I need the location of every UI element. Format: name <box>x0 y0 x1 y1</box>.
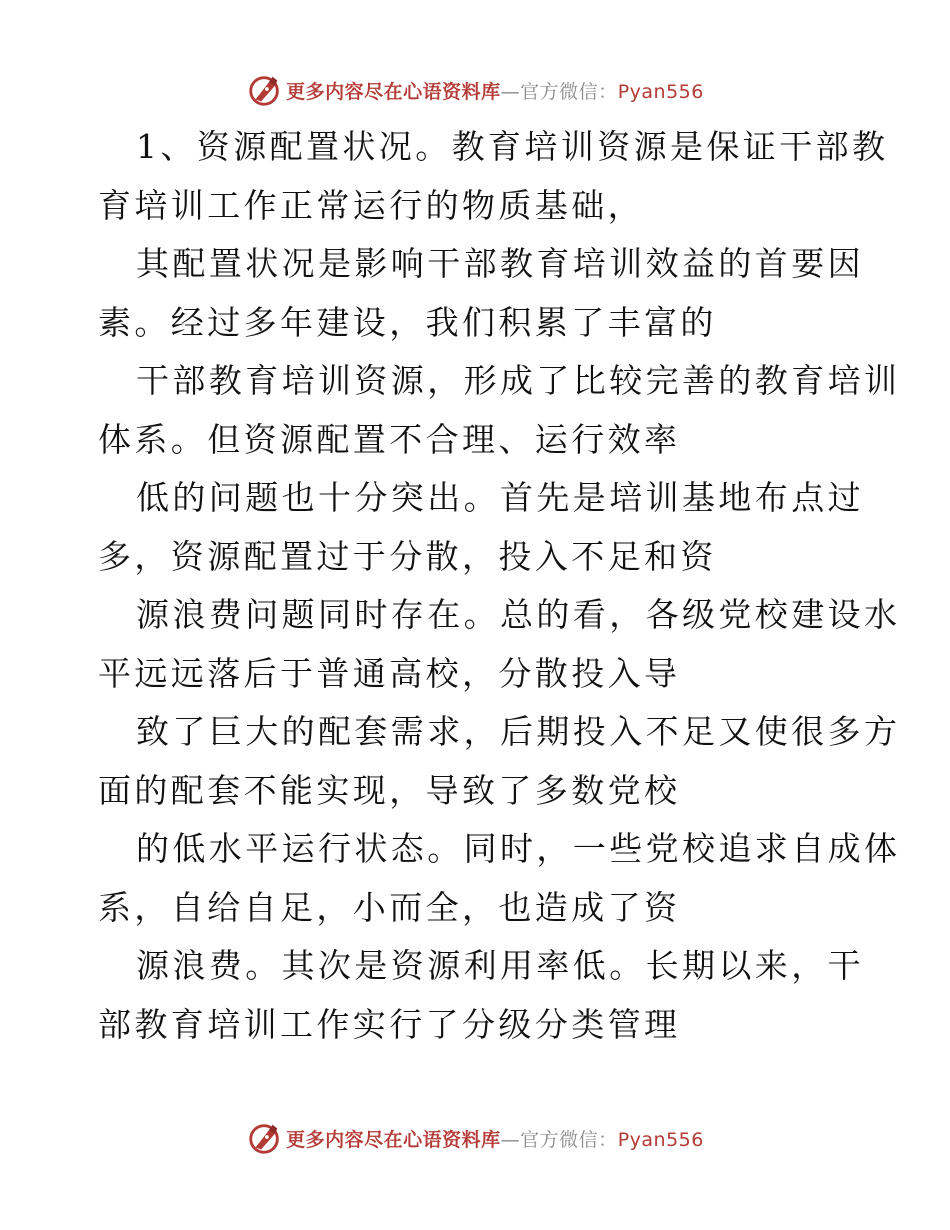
document-line: 部教育培训工作实行了分级分类管理 <box>98 1004 681 1044</box>
watermark-site-text: 更多内容尽在心语资料库 <box>286 80 501 103</box>
document-line: 多，资源配置过于分散，投入不足和资 <box>98 536 717 576</box>
document-line: 低的问题也十分突出。首先是培训基地布点过 <box>136 478 864 517</box>
watermark-dash: — <box>500 80 521 103</box>
document-line: 素。经过多年建设，我们积累了丰富的 <box>98 302 717 342</box>
footer-watermark-banner <box>0 1118 950 1158</box>
document-line: 平远远落后于普通高校，分散投入导 <box>98 653 681 693</box>
document-line: 致了巨大的配套需求，后期投入不足又使很多方 <box>136 712 901 751</box>
document-line: 面的配套不能实现，导致了多数党校 <box>98 770 681 810</box>
document-line: 育培训工作正常运行的物质基础， <box>98 185 644 225</box>
watermark-dash: — <box>500 1128 521 1151</box>
pen-nib-logo-icon <box>246 71 284 109</box>
watermark-wechat-label: 官方微信： <box>520 1128 618 1151</box>
document-body <box>98 118 901 1054</box>
watermark-wechat-label: 官方微信： <box>520 80 618 103</box>
document-line: 体系。但资源配置不合理、运行效率 <box>98 419 681 459</box>
pen-nib-logo-icon <box>246 1119 284 1157</box>
document-line: 的低水平运行状态。同时，一些党校追求自成体 <box>136 829 901 868</box>
watermark-wechat-id: Pyan556 <box>617 1128 704 1151</box>
document-line: 干部教育培训资源，形成了比较完善的教育培训 <box>136 361 901 400</box>
watermark-site-text: 更多内容尽在心语资料库 <box>286 1128 501 1151</box>
document-line: 源浪费。其次是资源利用率低。长期以来，干 <box>136 946 864 985</box>
watermark-wechat-id: Pyan556 <box>617 80 704 103</box>
header-watermark-banner <box>0 70 950 110</box>
document-line: 其配置状况是影响干部教育培训效益的首要因 <box>136 244 864 283</box>
document-line: 系，自给自足，小而全，也造成了资 <box>98 887 681 927</box>
document-line: 1、资源配置状况。教育培训资源是保证干部教 <box>136 127 889 166</box>
document-line: 源浪费问题同时存在。总的看，各级党校建设水 <box>136 595 901 634</box>
